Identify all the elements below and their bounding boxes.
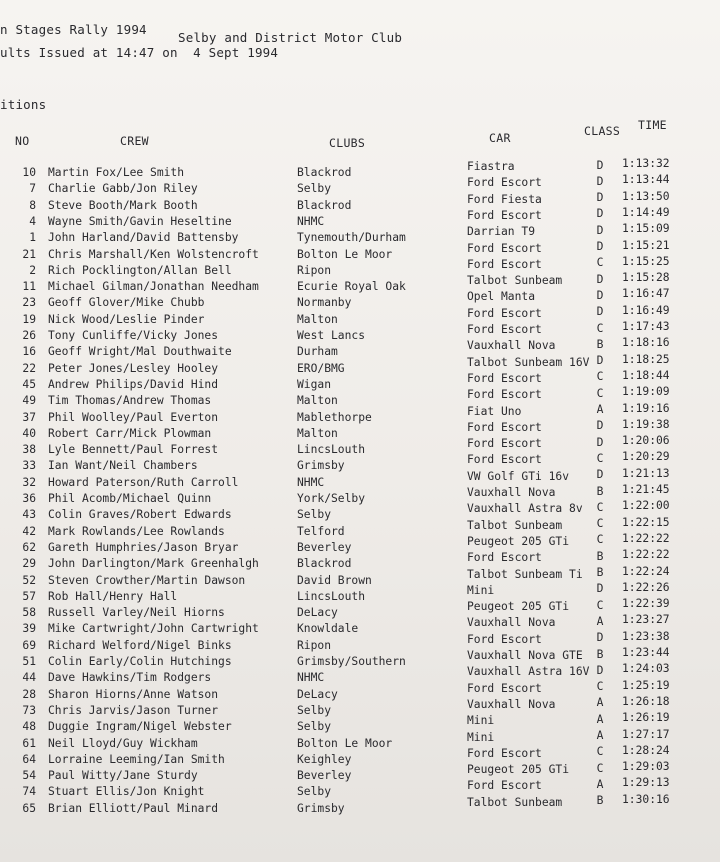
row-club: Selby — [297, 785, 332, 799]
row-class: A — [596, 403, 604, 416]
row-car: Ford Escort — [467, 746, 542, 760]
row-car: Vauxhall Nova — [467, 339, 556, 353]
row-crew: Stuart Ellis/Jon Knight — [48, 785, 205, 799]
row-class: D — [596, 191, 604, 205]
row-number: 52 — [22, 573, 36, 587]
column-header-car: CAR — [489, 131, 511, 145]
result-row — [0, 434, 720, 459]
row-number: 33 — [22, 459, 36, 473]
row-time: 1:24:03 — [622, 662, 670, 676]
row-class: A — [596, 712, 604, 726]
column-header-class: CLASS — [584, 124, 621, 138]
row-time: 1:19:16 — [622, 401, 670, 415]
row-crew: Tony Cunliffe/Vicky Jones — [48, 329, 219, 342]
row-club: Bolton Le Moor — [297, 247, 393, 261]
row-club: NHMC — [297, 671, 325, 685]
row-time: 1:13:44 — [622, 173, 670, 187]
row-club: Wigan — [297, 377, 332, 391]
result-row — [0, 499, 720, 524]
row-crew: Steve Booth/Mark Booth — [48, 198, 198, 212]
row-club: Tynemouth/Durham — [297, 231, 406, 245]
row-car: Ford Escort — [467, 208, 542, 222]
row-time: 1:14:49 — [622, 205, 670, 219]
row-time: 1:18:44 — [622, 368, 670, 382]
row-number: 22 — [22, 361, 36, 375]
row-number: 23 — [22, 296, 36, 310]
row-time: 1:15:21 — [622, 238, 670, 252]
result-row — [0, 760, 720, 785]
row-number: 32 — [22, 475, 36, 489]
row-car: VW Golf GTi 16v — [467, 469, 570, 483]
row-car: Talbot Sunbeam — [467, 518, 563, 532]
row-car: Vauxhall Nova — [467, 616, 556, 630]
row-crew: Robert Carr/Mick Plowman — [48, 426, 212, 440]
row-car: Opel Manta — [467, 290, 536, 304]
row-car: Ford Escort — [467, 779, 542, 793]
row-class: B — [596, 549, 604, 563]
row-number: 42 — [22, 524, 36, 538]
row-car: Fiastra — [467, 160, 515, 173]
row-club: Keighley — [297, 752, 352, 766]
row-crew: Richard Welford/Nigel Binks — [48, 638, 232, 652]
row-club: Selby — [297, 720, 332, 734]
row-number: 49 — [22, 394, 36, 408]
result-row — [0, 173, 720, 198]
row-club: NHMC — [297, 475, 325, 489]
row-crew: Chris Jarvis/Jason Turner — [48, 703, 219, 717]
row-club: West Lancs — [297, 329, 366, 342]
row-time: 1:19:38 — [622, 417, 670, 431]
row-crew: John Darlington/Mark Greenhalgh — [48, 557, 259, 571]
row-club: Malton — [297, 426, 338, 440]
row-club: DeLacy — [297, 606, 338, 620]
row-crew: Lyle Bennett/Paul Forrest — [48, 443, 219, 457]
row-number: 7 — [29, 182, 36, 196]
row-club: York/Selby — [297, 492, 366, 505]
row-car: Talbot Sunbeam Ti — [467, 567, 583, 581]
row-crew: Tim Thomas/Andrew Thomas — [48, 394, 212, 408]
row-crew: Rich Pocklington/Allan Bell — [48, 263, 232, 277]
row-car: Ford Escort — [467, 632, 542, 646]
row-club: Malton — [297, 312, 338, 326]
row-number: 45 — [22, 377, 36, 391]
row-class: D — [596, 240, 604, 253]
row-number: 16 — [22, 345, 36, 359]
row-time: 1:16:49 — [622, 303, 670, 317]
row-class: D — [596, 435, 604, 449]
row-car: Ford Escort — [467, 257, 542, 271]
row-time: 1:20:06 — [622, 434, 670, 448]
row-crew: Howard Paterson/Ruth Carroll — [48, 475, 239, 489]
row-class: C — [596, 321, 604, 335]
row-club: Blackrod — [297, 198, 352, 212]
row-number: 48 — [22, 720, 36, 734]
result-row — [0, 222, 720, 247]
row-car: Ford Escort — [467, 681, 542, 695]
row-crew: Geoff Glover/Mike Chubb — [48, 296, 205, 310]
row-club: Grimsby — [297, 459, 345, 473]
row-crew: Phil Woolley/Paul Everton — [48, 410, 219, 424]
row-crew: Neil Lloyd/Guy Wickham — [48, 736, 198, 750]
row-number: 11 — [22, 280, 36, 294]
row-time: 1:15:25 — [622, 254, 670, 268]
row-time: 1:27:17 — [622, 727, 670, 741]
row-club: LincsLouth — [297, 443, 366, 457]
row-number: 10 — [22, 166, 36, 179]
row-car: Peugeot 205 GTi — [467, 600, 570, 614]
column-header-no: NO — [15, 134, 30, 148]
row-car: Ford Escort — [467, 388, 542, 402]
row-crew: Duggie Ingram/Nigel Webster — [48, 720, 232, 734]
row-time: 1:22:22 — [622, 531, 670, 545]
result-row — [0, 662, 720, 687]
result-row — [0, 336, 720, 361]
result-row — [0, 271, 720, 296]
row-club: Blackrod — [297, 557, 352, 571]
row-car: Fiat Uno — [467, 404, 522, 418]
row-class: D — [596, 582, 604, 596]
row-number: 39 — [22, 622, 36, 636]
row-car: Ford Escort — [467, 241, 542, 255]
row-car: Vauxhall Nova — [467, 697, 556, 711]
row-number: 40 — [22, 426, 36, 440]
row-crew: Colin Graves/Robert Edwards — [48, 508, 232, 522]
row-crew: Colin Early/Colin Hutchings — [48, 655, 232, 668]
row-club: Beverley — [297, 540, 352, 554]
row-car: Ford Escort — [467, 323, 542, 336]
column-header-crew: CREW — [120, 134, 149, 148]
row-number: 64 — [22, 752, 36, 766]
row-car: Talbot Sunbeam — [467, 795, 563, 809]
result-row — [0, 320, 720, 345]
organising-club: Selby and District Motor Club — [178, 30, 403, 45]
row-class: C — [596, 386, 604, 400]
row-class: D — [596, 207, 604, 221]
row-number: 51 — [22, 655, 36, 668]
row-crew: Charlie Gabb/Jon Riley — [48, 182, 198, 196]
row-car: Talbot Sunbeam 16V — [467, 355, 590, 369]
row-club: Normanby — [297, 296, 352, 310]
row-class: D — [596, 631, 604, 645]
row-number: 8 — [29, 198, 36, 212]
row-car: Ford Escort — [467, 371, 542, 385]
column-header-time: TIME — [638, 118, 667, 132]
row-time: 1:19:09 — [622, 385, 670, 399]
row-time: 1:22:26 — [622, 580, 670, 594]
row-time: 1:20:29 — [622, 450, 670, 464]
row-crew: Martin Fox/Lee Smith — [48, 166, 185, 179]
row-class: B — [596, 566, 604, 579]
row-time: 1:23:27 — [622, 613, 670, 627]
result-row — [0, 597, 720, 622]
row-number: 1 — [29, 231, 36, 245]
row-club: Beverley — [297, 769, 352, 783]
row-car: Mini — [467, 583, 495, 597]
row-class: B — [596, 484, 604, 498]
row-crew: Phil Acomb/Michael Quinn — [48, 492, 212, 505]
row-time: 1:17:43 — [622, 320, 670, 333]
row-club: Malton — [297, 394, 338, 408]
row-crew: Steven Crowther/Martin Dawson — [48, 573, 246, 587]
row-crew: Dave Hawkins/Tim Rodgers — [48, 671, 212, 685]
row-car: Ford Escort — [467, 453, 542, 467]
row-class: C — [596, 370, 604, 384]
row-number: 65 — [22, 801, 36, 815]
row-time: 1:15:28 — [622, 271, 670, 285]
row-car: Vauxhall Nova GTE — [467, 649, 583, 662]
row-number: 36 — [22, 492, 36, 505]
row-club: Blackrod — [297, 166, 352, 179]
row-class: D — [596, 354, 604, 368]
row-crew: Peter Jones/Lesley Hooley — [48, 361, 219, 375]
row-class: D — [596, 305, 604, 319]
row-club: Selby — [297, 508, 332, 522]
row-club: Grimsby/Southern — [297, 655, 406, 668]
row-time: 1:28:24 — [622, 743, 670, 757]
row-time: 1:21:13 — [622, 466, 670, 480]
row-class: D — [596, 272, 604, 286]
row-car: Darrian T9 — [467, 225, 536, 239]
row-number: 58 — [22, 606, 36, 620]
row-class: C — [596, 517, 604, 531]
result-row — [0, 646, 720, 671]
row-class: C — [596, 533, 604, 547]
result-row — [0, 483, 720, 508]
row-time: 1:22:22 — [622, 548, 670, 562]
row-crew: Russell Varley/Neil Hiorns — [48, 606, 225, 620]
row-class: C — [596, 500, 604, 514]
row-car: Ford Escort — [467, 551, 542, 565]
row-club: Ecurie Royal Oak — [297, 280, 406, 294]
row-time: 1:22:39 — [622, 597, 670, 611]
row-time: 1:13:32 — [622, 157, 670, 170]
column-header-clubs: CLUBS — [329, 136, 366, 150]
result-row — [0, 548, 720, 573]
row-car: Ford Fiesta — [467, 192, 542, 206]
row-number: 21 — [22, 247, 36, 261]
row-crew: Ian Want/Neil Chambers — [48, 459, 198, 473]
row-class: A — [596, 777, 604, 791]
row-class: A — [596, 614, 604, 628]
row-car: Ford Escort — [467, 306, 542, 320]
row-car: Peugeot 205 GTi — [467, 763, 570, 777]
row-class: D — [596, 288, 604, 302]
row-class: D — [596, 174, 604, 188]
event-title: n Stages Rally 1994 — [0, 22, 147, 37]
row-crew: Andrew Philips/David Hind — [48, 377, 219, 391]
row-time: 1:18:16 — [622, 336, 670, 350]
row-crew: Mark Rowlands/Lee Rowlands — [48, 524, 225, 538]
row-time: 1:26:18 — [622, 694, 670, 708]
issued-line: ults Issued at 14:47 on 4 Sept 1994 — [0, 45, 279, 60]
row-club: Ripon — [297, 263, 332, 277]
row-class: C — [596, 745, 604, 759]
row-time: 1:13:50 — [622, 189, 670, 203]
row-crew: Brian Elliott/Paul Minard — [48, 801, 219, 815]
row-crew: Rob Hall/Henry Hall — [48, 589, 178, 603]
row-number: 4 — [29, 214, 36, 228]
row-class: B — [596, 794, 604, 808]
row-number: 54 — [22, 769, 36, 783]
row-time: 1:16:47 — [622, 287, 670, 301]
row-number: 29 — [22, 557, 36, 571]
row-crew: John Harland/David Battensby — [48, 231, 239, 245]
row-crew: Gareth Humphries/Jason Bryar — [48, 540, 239, 554]
row-time: 1:22:24 — [622, 564, 670, 578]
row-club: Grimsby — [297, 801, 345, 815]
row-class: D — [596, 663, 604, 677]
result-row — [0, 385, 720, 410]
row-number: 38 — [22, 443, 36, 457]
row-time: 1:30:16 — [622, 792, 670, 806]
row-time: 1:22:00 — [622, 499, 670, 513]
row-class: D — [596, 468, 604, 482]
row-number: 44 — [22, 671, 36, 685]
row-crew: Geoff Wright/Mal Douthwaite — [48, 345, 232, 359]
row-number: 2 — [29, 263, 36, 277]
row-car: Peugeot 205 GTi — [467, 534, 570, 548]
row-club: Mablethorpe — [297, 410, 372, 424]
row-time: 1:18:25 — [622, 352, 670, 366]
row-crew: Nick Wood/Leslie Pinder — [48, 312, 205, 326]
row-class: C — [596, 598, 604, 612]
row-car: Ford Escort — [467, 437, 542, 451]
row-crew: Mike Cartwright/John Cartwright — [48, 622, 259, 636]
row-car: Ford Escort — [467, 176, 542, 190]
row-number: 61 — [22, 736, 36, 750]
result-row — [0, 711, 720, 736]
row-club: Selby — [297, 703, 332, 717]
row-number: 73 — [22, 703, 36, 717]
row-class: C — [596, 680, 604, 694]
row-car: Mini — [467, 730, 495, 744]
row-time: 1:15:09 — [622, 222, 670, 236]
row-number: 62 — [22, 540, 36, 554]
row-club: Bolton Le Moor — [297, 736, 393, 750]
row-class: D — [596, 419, 604, 433]
row-time: 1:23:44 — [622, 646, 670, 659]
row-crew: Paul Witty/Jane Sturdy — [48, 769, 198, 783]
row-number: 19 — [22, 312, 36, 326]
row-class: B — [596, 337, 604, 351]
row-club: LincsLouth — [297, 589, 366, 603]
row-number: 37 — [22, 410, 36, 424]
section-heading: itions — [0, 97, 47, 112]
row-crew: Sharon Hiorns/Anne Watson — [48, 687, 219, 701]
row-class: B — [596, 647, 604, 661]
row-class: A — [596, 696, 604, 710]
row-club: Ripon — [297, 638, 332, 652]
row-car: Mini — [467, 714, 495, 728]
row-time: 1:29:13 — [622, 776, 670, 790]
row-car: Vauxhall Astra 8v — [467, 502, 583, 516]
row-car: Ford Escort — [467, 420, 542, 434]
row-class: C — [596, 761, 604, 775]
row-club: DeLacy — [297, 687, 338, 701]
row-car: Vauxhall Astra 16V — [467, 665, 590, 679]
row-crew: Wayne Smith/Gavin Heseltine — [48, 214, 232, 228]
row-time: 1:23:38 — [622, 629, 670, 643]
row-class: C — [596, 256, 604, 270]
row-crew: Lorraine Leeming/Ian Smith — [48, 752, 225, 766]
row-number: 43 — [22, 508, 36, 522]
row-time: 1:26:19 — [622, 711, 670, 725]
row-class: D — [596, 223, 604, 237]
row-time: 1:22:15 — [622, 515, 670, 529]
row-club: Telford — [297, 524, 345, 538]
row-number: 69 — [22, 638, 36, 652]
row-class: C — [596, 451, 604, 465]
row-number: 74 — [22, 785, 36, 799]
row-number: 57 — [22, 589, 36, 603]
row-club: David Brown — [297, 573, 372, 587]
row-number: 26 — [22, 329, 36, 342]
result-row — [0, 157, 720, 182]
row-club: ERO/BMG — [297, 361, 345, 375]
row-club: NHMC — [297, 214, 325, 228]
row-class: D — [596, 158, 604, 172]
row-time: 1:21:45 — [622, 483, 670, 496]
row-number: 28 — [22, 687, 36, 701]
row-crew: Michael Gilman/Jonathan Needham — [48, 280, 259, 294]
row-time: 1:25:19 — [622, 678, 670, 692]
row-club: Knowldale — [297, 622, 359, 636]
row-time: 1:29:03 — [622, 760, 670, 774]
row-car: Talbot Sunbeam — [467, 274, 563, 288]
row-club: Durham — [297, 345, 338, 359]
row-car: Vauxhall Nova — [467, 486, 556, 499]
row-club: Selby — [297, 182, 332, 196]
row-crew: Chris Marshall/Ken Wolstencroft — [48, 247, 259, 261]
row-class: A — [596, 729, 604, 742]
